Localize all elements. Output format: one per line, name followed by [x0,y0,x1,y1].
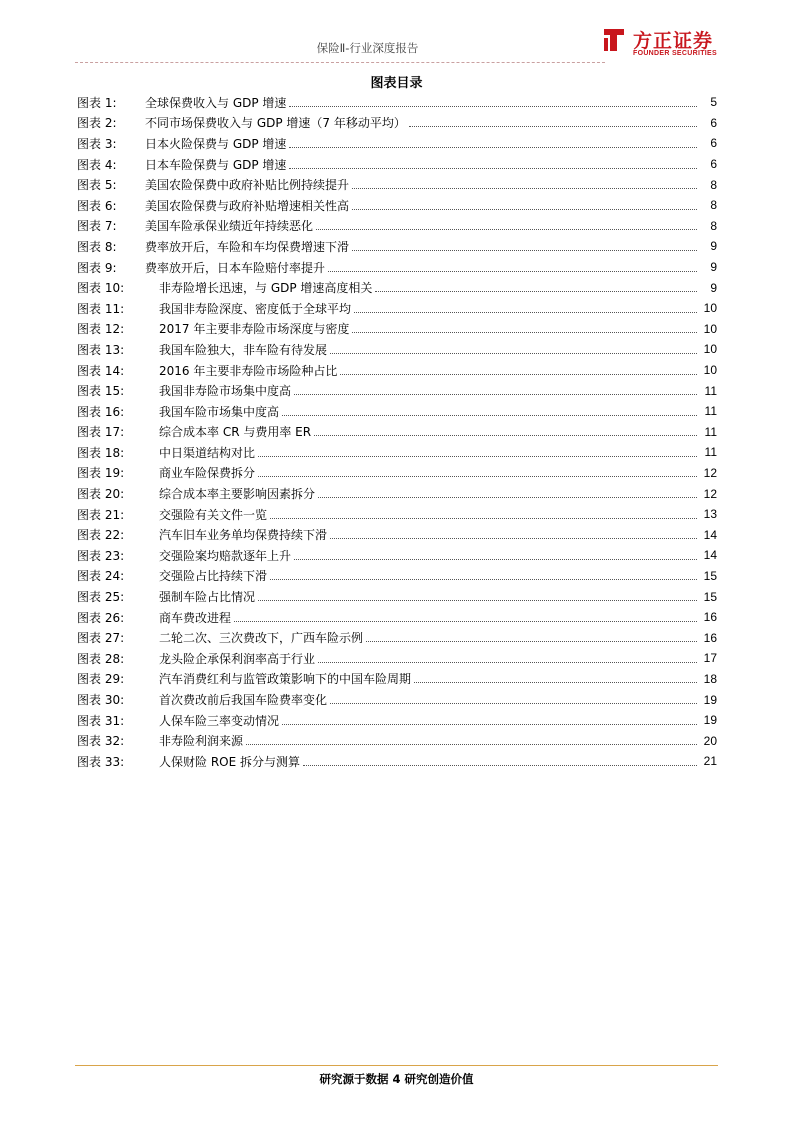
toc-entry-leader [318,497,697,498]
toc-entry-caption: 汽车旧车业务单均保费持续下滑 [159,528,328,543]
toc-entry-page: 6 [710,136,717,151]
toc-entry-label: 图表 31: [77,713,125,728]
header-divider [75,62,605,63]
toc-entry-page: 8 [710,198,717,213]
toc-entry-caption: 商车费改进程 [159,610,232,625]
toc-entry[interactable] [77,545,717,566]
toc-entry-caption: 日本火险保费与 GDP 增速 [145,136,287,151]
toc-entry-caption: 人保财险 ROE 拆分与测算 [159,754,300,769]
toc-entry-page: 14 [703,548,717,563]
toc-entry-label: 图表 32: [77,734,125,749]
toc-entry[interactable] [77,257,717,278]
toc-entry[interactable] [77,380,717,401]
toc-entry-page: 8 [710,218,717,233]
toc-entry-page: 19 [703,692,717,707]
toc-entry-caption: 交强险案均赔款逐年上升 [159,548,292,563]
logo-english-name: FOUNDER SECURITIES [633,50,717,57]
toc-entry-label: 图表 9: [77,260,117,275]
toc-entry[interactable] [77,463,717,484]
toc-entry[interactable] [77,504,717,525]
toc-entry[interactable] [77,319,717,340]
toc-entry[interactable] [77,113,717,134]
toc-entry-page: 20 [703,733,717,748]
toc-entry-label: 图表 24: [77,569,125,584]
toc-entry-page: 10 [703,363,717,378]
toc-entry-caption: 非寿险增长迅速，与 GDP 增速高度相关 [159,281,373,296]
toc-entry-leader [330,353,697,354]
toc-entry-caption: 非寿险利润来源 [159,734,244,749]
toc-entry-caption: 综合成本率 CR 与费用率 ER [159,425,312,440]
toc-entry-label: 图表 15: [77,384,125,399]
toc-entry-leader [352,209,697,210]
toc-entry[interactable] [77,627,717,648]
toc-entry-label: 图表 13: [77,342,125,357]
toc-entry-leader [316,229,697,230]
footer-slogan: 研究源于数据 4 研究创造价值 [319,1072,474,1086]
toc-entry-page: 11 [704,445,717,460]
toc-entry-label: 图表 22: [77,528,125,543]
toc-entry-label: 图表 6: [77,198,117,213]
toc-entry-caption: 美国农险保费中政府补贴比例持续提升 [145,178,350,193]
toc-entry-label: 图表 26: [77,610,125,625]
toc-entry-caption: 人保车险三率变动情况 [159,713,280,728]
toc-entry-page: 11 [704,424,717,439]
toc-entry[interactable] [77,339,717,360]
toc-entry-label: 图表 29: [77,672,125,687]
toc-entry-caption: 美国农险保费与政府补贴增速相关性高 [145,198,350,213]
toc-entry[interactable] [77,277,717,298]
toc-entry-page: 11 [704,383,717,398]
toc-entry[interactable] [77,483,717,504]
toc-entry-leader [282,724,697,725]
toc-entry[interactable] [77,236,717,257]
toc-entry[interactable] [77,607,717,628]
toc-entry-label: 图表 2: [77,116,117,131]
toc-entry-caption: 汽车消费红利与监管政策影响下的中国车险周期 [159,672,412,687]
toc-list [77,92,717,772]
toc-entry[interactable] [77,401,717,422]
toc-entry-caption: 中日渠道结构对比 [159,445,256,460]
toc-title: 图表目录 [370,76,423,91]
toc-entry-page: 12 [703,465,717,480]
toc-entry-leader [366,641,697,642]
toc-entry-label: 图表 4: [77,157,117,172]
toc-entry-leader [328,271,697,272]
toc-entry-page: 16 [703,610,717,625]
toc-entry-page: 9 [710,260,717,275]
toc-entry-leader [330,703,697,704]
toc-entry[interactable] [77,298,717,319]
toc-entry-leader [303,765,697,766]
toc-entry-leader [340,374,697,375]
toc-entry[interactable] [77,730,717,751]
toc-entry-page: 14 [703,527,717,542]
toc-entry-page: 10 [703,342,717,357]
toc-entry-leader [246,744,697,745]
toc-entry-label: 图表 16: [77,404,125,419]
toc-entry-caption: 全球保费收入与 GDP 增速 [145,95,287,110]
toc-entry[interactable] [77,174,717,195]
toc-entry[interactable] [77,442,717,463]
toc-entry-leader [294,559,697,560]
toc-entry-leader [289,147,697,148]
toc-entry-leader [282,415,697,416]
toc-entry-label: 图表 10: [77,281,125,296]
toc-entry-page: 13 [703,507,717,522]
toc-entry-leader [375,291,697,292]
toc-entry-label: 图表 30: [77,693,125,708]
toc-entry-page: 16 [703,630,717,645]
toc-entry-page: 11 [704,404,717,419]
footer-divider [75,1065,718,1066]
toc-entry-label: 图表 25: [77,590,125,605]
toc-entry-page: 15 [703,589,717,604]
toc-entry-leader [258,456,697,457]
toc-entry-page: 5 [710,95,717,110]
toc-entry-label: 图表 5: [77,178,117,193]
toc-entry[interactable] [77,360,717,381]
toc-entry-label: 图表 12: [77,322,125,337]
toc-entry-page: 8 [710,177,717,192]
toc-entry-leader [270,518,697,519]
toc-entry-caption: 不同市场保费收入与 GDP 增速（7 年移动平均） [145,116,406,131]
toc-entry-caption: 我国非寿险深度、密度低于全球平均 [159,301,352,316]
toc-entry-page: 10 [703,321,717,336]
toc-entry-caption: 交强险占比持续下滑 [159,569,268,584]
toc-entry-leader [270,579,697,580]
toc-entry-caption: 二轮二次、三次费改下，广西车险示例 [159,631,364,646]
toc-entry-leader [314,435,697,436]
toc-entry-leader [289,168,697,169]
toc-entry-page: 6 [710,157,717,172]
toc-entry[interactable] [77,566,717,587]
toc-entry-caption: 费率放开后，车险和车均保费增速下滑 [145,239,350,254]
toc-entry[interactable] [77,195,717,216]
toc-entry-page: 17 [703,651,717,666]
toc-entry-page: 10 [703,301,717,316]
toc-entry-label: 图表 28: [77,651,125,666]
toc-entry-page: 15 [703,568,717,583]
toc-entry-label: 图表 33: [77,754,125,769]
logo-chinese-name: 方正证券 [633,30,714,52]
toc-entry[interactable] [77,710,717,731]
toc-entry[interactable] [77,524,717,545]
toc-entry-caption: 2017 年主要非寿险市场深度与密度 [159,322,350,337]
toc-entry-caption: 交强险有关文件一览 [159,507,268,522]
report-header-title: 保险Ⅱ-行业深度报告 [316,41,419,55]
toc-entry-page: 12 [703,486,717,501]
toc-entry-leader [409,126,697,127]
toc-entry[interactable] [77,133,717,154]
toc-entry[interactable] [77,669,717,690]
toc-entry[interactable] [77,689,717,710]
toc-entry-label: 图表 20: [77,487,125,502]
toc-entry-leader [354,312,697,313]
toc-entry-page: 18 [703,671,717,686]
toc-entry[interactable] [77,216,717,237]
toc-entry-caption: 我国非寿险市场集中度高 [159,384,292,399]
toc-entry-label: 图表 21: [77,507,125,522]
toc-entry-label: 图表 1: [77,95,117,110]
toc-entry-leader [352,188,697,189]
toc-entry-label: 图表 18: [77,445,125,460]
toc-entry-page: 9 [710,280,717,295]
toc-entry-label: 图表 27: [77,631,125,646]
toc-entry-label: 图表 14: [77,363,125,378]
toc-entry-leader [294,394,697,395]
company-logo [601,26,725,62]
toc-entry-page: 21 [703,754,717,769]
toc-entry-caption: 综合成本率主要影响因素拆分 [159,487,316,502]
toc-entry-caption: 强制车险占比情况 [159,590,256,605]
toc-entry-caption: 我国车险市场集中度高 [159,404,280,419]
toc-entry[interactable] [77,586,717,607]
toc-entry-label: 图表 7: [77,219,117,234]
toc-entry-leader [352,332,697,333]
toc-entry-caption: 首次费改前后我国车险费率变化 [159,693,328,708]
toc-entry-label: 图表 23: [77,548,125,563]
toc-entry-leader [258,476,697,477]
toc-entry-label: 图表 8: [77,239,117,254]
toc-entry-caption: 我国车险独大，非车险有待发展 [159,342,328,357]
toc-entry-caption: 日本车险保费与 GDP 增速 [145,157,287,172]
toc-entry[interactable] [77,422,717,443]
toc-entry-leader [318,662,697,663]
toc-entry[interactable] [77,154,717,175]
toc-entry-caption: 美国车险承保业绩近年持续恶化 [145,219,314,234]
toc-entry-caption: 商业车险保费拆分 [159,466,256,481]
toc-entry-label: 图表 19: [77,466,125,481]
toc-entry-page: 6 [710,115,717,130]
toc-entry-leader [258,600,697,601]
toc-entry-label: 图表 17: [77,425,125,440]
toc-entry-leader [234,621,697,622]
toc-entry-page: 9 [710,239,717,254]
toc-entry-leader [330,538,697,539]
toc-entry[interactable] [77,751,717,772]
toc-entry-caption: 费率放开后，日本车险赔付率提升 [145,260,326,275]
toc-entry-caption: 2016 年主要非寿险市场险种占比 [159,363,338,378]
toc-entry-caption: 龙头险企承保利润率高于行业 [159,651,316,666]
founder-logo-icon [601,26,627,54]
toc-entry-page: 19 [703,713,717,728]
toc-entry-leader [289,106,697,107]
toc-entry-label: 图表 11: [77,301,125,316]
toc-entry-leader [414,682,697,683]
toc-entry[interactable] [77,92,717,113]
toc-entry-label: 图表 3: [77,136,117,151]
toc-entry[interactable] [77,648,717,669]
toc-entry-leader [352,250,697,251]
